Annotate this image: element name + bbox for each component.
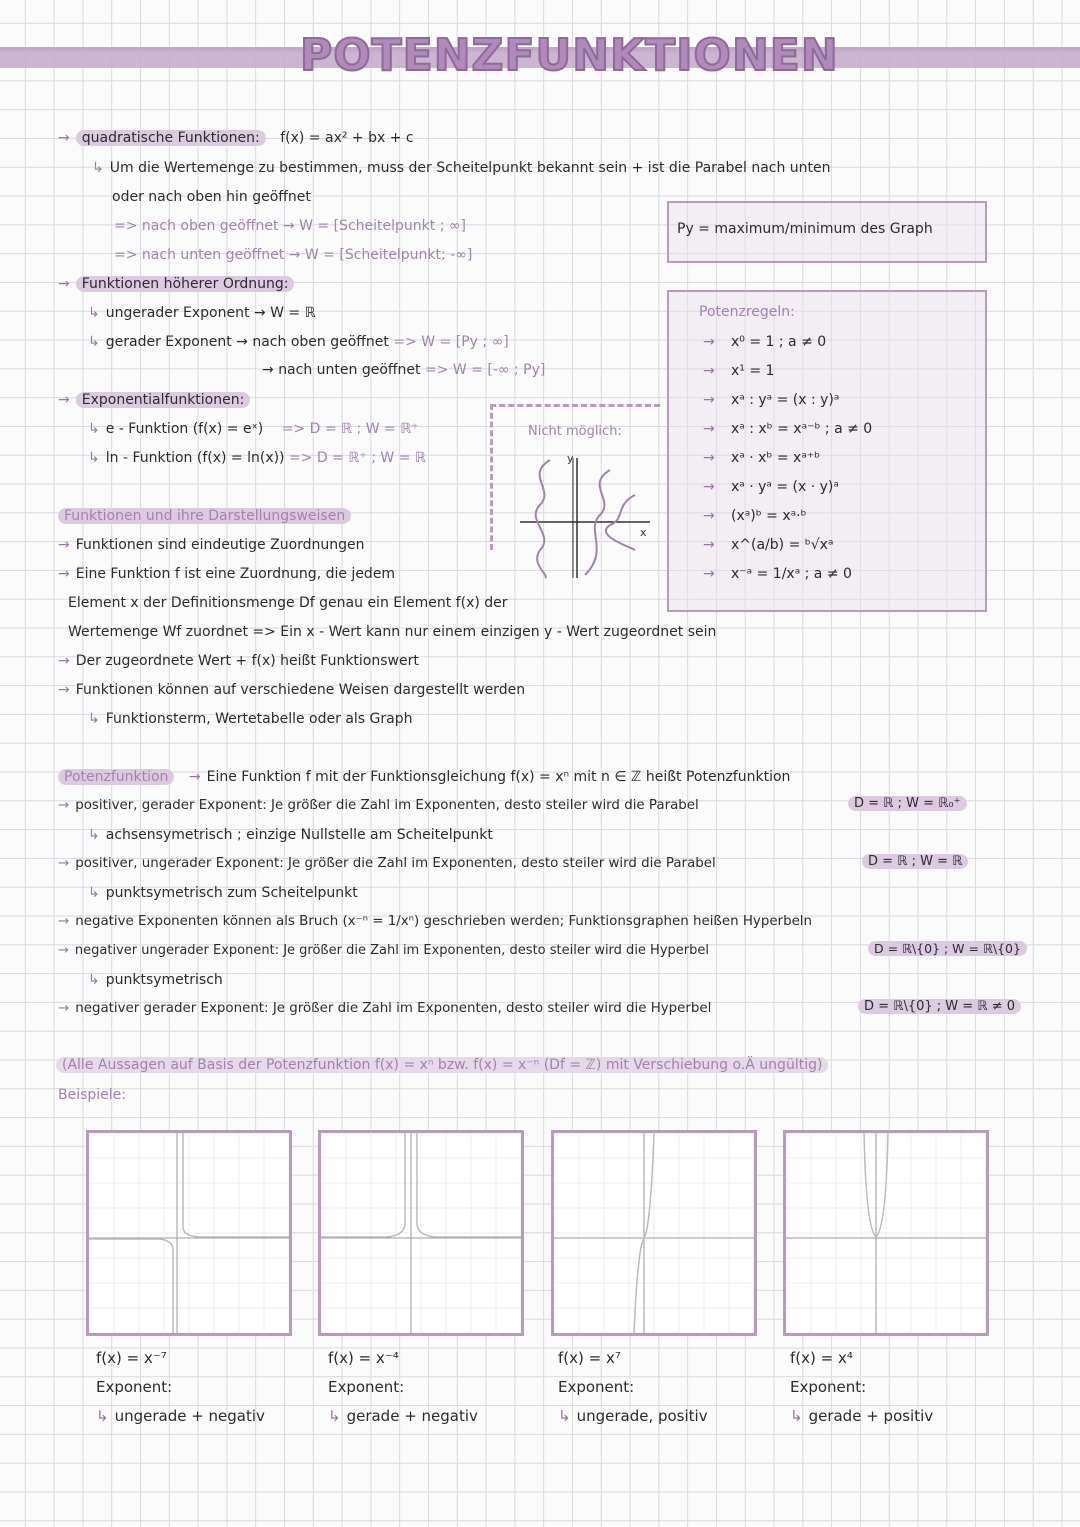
curve-left <box>321 1133 405 1237</box>
example-caption-3: f(x) = x⁷ Exponent: ↳ ungerade, positiv <box>558 1344 708 1431</box>
rules-box <box>667 290 987 612</box>
potenz-p4-dw: D = ℝ\{0} ; W = ℝ\{0} <box>868 941 1027 956</box>
repr-l5: → Der zugeordnete Wert + f(x) heißt Funktionswert <box>58 653 419 669</box>
return-arrow-icon: ↳ <box>92 160 104 176</box>
arrow-icon: → <box>703 566 715 582</box>
example-desc: ungerade + negativ <box>114 1407 265 1425</box>
dashed-divider-top <box>490 404 660 409</box>
expo-e: ↳ e - Funktion (f(x) = eˣ) => D = ℝ ; W = ℝ⁺ <box>88 421 419 437</box>
potenz-note: (Alle Aussagen auf Basis der Potenzfunktion f(x) = xⁿ bzw. f(x) = x⁻ⁿ (Df = ℤ) mit Verschiebung o.Ä ungültig) <box>56 1057 828 1073</box>
example-label: Exponent: <box>558 1378 635 1396</box>
rules-heading: Potenzregeln: <box>699 304 795 320</box>
example-caption-2: f(x) = x⁻⁴ Exponent: ↳ gerade + negativ <box>328 1344 478 1431</box>
repr-l1: → Funktionen sind eindeutige Zuordnungen <box>58 537 365 553</box>
x-label: x <box>640 526 647 539</box>
quad-line1: ↳ Um die Wertemenge zu bestimmen, muss der Scheitelpunkt bekannt sein + ist die Parabel nach unten <box>92 160 831 176</box>
example-desc: gerade + positiv <box>808 1407 934 1425</box>
example-caption-4: f(x) = x⁴ Exponent: ↳ gerade + positiv <box>790 1344 933 1431</box>
not-possible-label: Nicht möglich: <box>528 424 622 439</box>
example-graph-1 <box>86 1130 292 1336</box>
quad-formula: f(x) = ax² + bx + c <box>280 130 414 146</box>
example-formula: f(x) = x⁻⁷ <box>96 1349 167 1367</box>
higher-heading-row <box>58 276 294 292</box>
examples-label: Beispiele: <box>58 1087 127 1103</box>
arrow-icon: → <box>703 450 715 466</box>
arrow-icon: → <box>703 392 715 408</box>
arrow-icon: → <box>703 363 715 379</box>
higher-even: ↳ gerader Exponent → nach oben geöffnet => W = [Py ; ∞] <box>88 334 509 350</box>
repr-l7: ↳ Funktionsterm, Wertetabelle oder als Graph <box>88 711 413 727</box>
potenz-heading: Potenzfunktion <box>58 769 174 785</box>
quad-case1: => nach oben geöffnet → W = [Scheitelpunkt ; ∞] <box>114 218 466 234</box>
higher-even-down: → nach unten geöffnet => W = [-∞ ; Py] <box>262 362 546 378</box>
arrow-icon: → <box>58 392 70 408</box>
note-box-text: Py = maximum/minimum des Graph <box>677 221 933 237</box>
not-possible-graph <box>515 450 660 580</box>
example-label: Exponent: <box>96 1378 173 1396</box>
potenz-p2-dw: D = ℝ ; W = ℝ <box>862 854 968 869</box>
rule-item: → x⁻ᵃ = 1/xᵃ ; a ≠ 0 <box>703 566 852 582</box>
curve <box>183 1133 289 1237</box>
curve-1 <box>536 460 550 578</box>
rule-item: → x¹ = 1 <box>703 363 775 379</box>
repr-l3: Element x der Definitionsmenge Df genau ein Element f(x) der <box>68 595 508 611</box>
potenz-p3: → negative Exponenten können als Bruch (x⁻ⁿ = 1/xⁿ) geschrieben werden; Funktionsgraphen heißen Hyperbeln <box>58 914 813 929</box>
example-graph-2 <box>318 1130 524 1336</box>
potenz-def: Eine Funktion f mit der Funktionsgleichung f(x) = xⁿ mit n ∈ ℤ heißt Potenzfunktion <box>206 769 791 785</box>
potenz-p1-dw: D = ℝ ; W = ℝ₀⁺ <box>848 796 967 811</box>
rule-item: → xᵃ : yᵃ = (x : y)ᵃ <box>703 392 840 408</box>
rule-item: → xᵃ · yᵃ = (x · y)ᵃ <box>703 479 839 495</box>
potenz-p5: → negativer gerader Exponent: Je größer die Zahl im Exponenten, desto steiler wird die Hyperbel <box>58 1001 712 1016</box>
quad-case2: => nach unten geöffnet → W = [Scheitelpunkt; -∞] <box>114 247 473 263</box>
rule-item: → xᵃ · xᵇ = xᵃ⁺ᵇ <box>703 450 821 466</box>
expo-heading: Exponentialfunktionen: <box>76 392 251 408</box>
curve-right <box>417 1133 521 1237</box>
potenz-p5-dw: D = ℝ\{0} ; W = ℝ ≠ 0 <box>858 999 1021 1014</box>
expo-ln: ↳ ln - Funktion (f(x) = ln(x)) => D = ℝ⁺ ; W = ℝ <box>88 450 426 466</box>
potenz-p1: → positiver, gerader Exponent: Je größer die Zahl im Exponenten, desto steiler wird die Parabel <box>58 798 699 813</box>
arrow-icon: → <box>703 334 715 350</box>
arrow-icon: → <box>703 421 715 437</box>
rule-item: → xᵃ : xᵇ = xᵃ⁻ᵇ ; a ≠ 0 <box>703 421 873 437</box>
repr-l6: → Funktionen können auf verschiedene Weisen dargestellt werden <box>58 682 526 698</box>
example-formula: f(x) = x⁴ <box>790 1349 853 1367</box>
page-title: POTENZFUNKTIONEN <box>300 30 839 81</box>
example-formula: f(x) = x⁷ <box>558 1349 621 1367</box>
arrow-icon: → <box>703 479 715 495</box>
quad-line2: oder nach oben hin geöffnet <box>112 189 311 205</box>
example-desc: gerade + negativ <box>346 1407 478 1425</box>
potenz-p2-sub: ↳ punktsymetrisch zum Scheitelpunkt <box>88 885 358 901</box>
example-graph-3 <box>551 1130 757 1336</box>
example-formula: f(x) = x⁻⁴ <box>328 1349 399 1367</box>
repr-l2: → Eine Funktion f ist eine Zuordnung, die jedem <box>58 566 396 582</box>
arrow-icon: → <box>703 537 715 553</box>
example-label: Exponent: <box>328 1378 405 1396</box>
potenz-p1-sub: ↳ achsensymetrisch ; einzige Nullstelle am Scheitelpunkt <box>88 827 493 843</box>
higher-heading: Funktionen höherer Ordnung: <box>76 276 295 292</box>
repr-heading: Funktionen und ihre Darstellungsweisen <box>58 508 351 524</box>
potenz-p4-sub: ↳ punktsymetrisch <box>88 972 223 988</box>
arrow-icon: → <box>58 276 70 292</box>
rule-item: → x⁰ = 1 ; a ≠ 0 <box>703 334 827 350</box>
curve-neg <box>89 1239 173 1333</box>
example-desc: ungerade, positiv <box>576 1407 708 1425</box>
arrow-icon: → <box>703 508 715 524</box>
expo-heading-row <box>58 392 250 408</box>
note-box <box>667 201 987 263</box>
arrow-icon: → <box>58 130 70 146</box>
potenz-def-row: Potenzfunktion → Eine Funktion f mit der Funktionsgleichung f(x) = xⁿ mit n ∈ ℤ heißt Potenzfunktion <box>58 769 790 785</box>
repr-l4: Wertemenge Wf zuordnet => Ein x - Wert kann nur einem einzigen y - Wert zugeordnet sein <box>68 624 717 640</box>
quad-heading-row <box>58 130 414 146</box>
potenz-p2: → positiver, ungerader Exponent: Je größer die Zahl im Exponenten, desto steiler wird die Parabel <box>58 856 716 871</box>
example-caption-1: f(x) = x⁻⁷ Exponent: ↳ ungerade + negativ <box>96 1344 265 1431</box>
rule-item: → (xᵃ)ᵇ = xᵃ·ᵇ <box>703 508 807 524</box>
dashed-divider-left <box>490 404 495 550</box>
example-graph-4 <box>783 1130 989 1336</box>
quad-heading: quadratische Funktionen: <box>76 130 266 146</box>
rule-item: → x^(a/b) = ᵇ√xᵃ <box>703 537 834 553</box>
example-label: Exponent: <box>790 1378 867 1396</box>
potenz-p4: → negativer ungerader Exponent: Je größer die Zahl im Exponenten, desto steiler wird die Hyperbel <box>58 943 709 958</box>
higher-odd: ↳ ungerader Exponent → W = ℝ <box>88 305 316 321</box>
y-label: y <box>567 452 574 465</box>
